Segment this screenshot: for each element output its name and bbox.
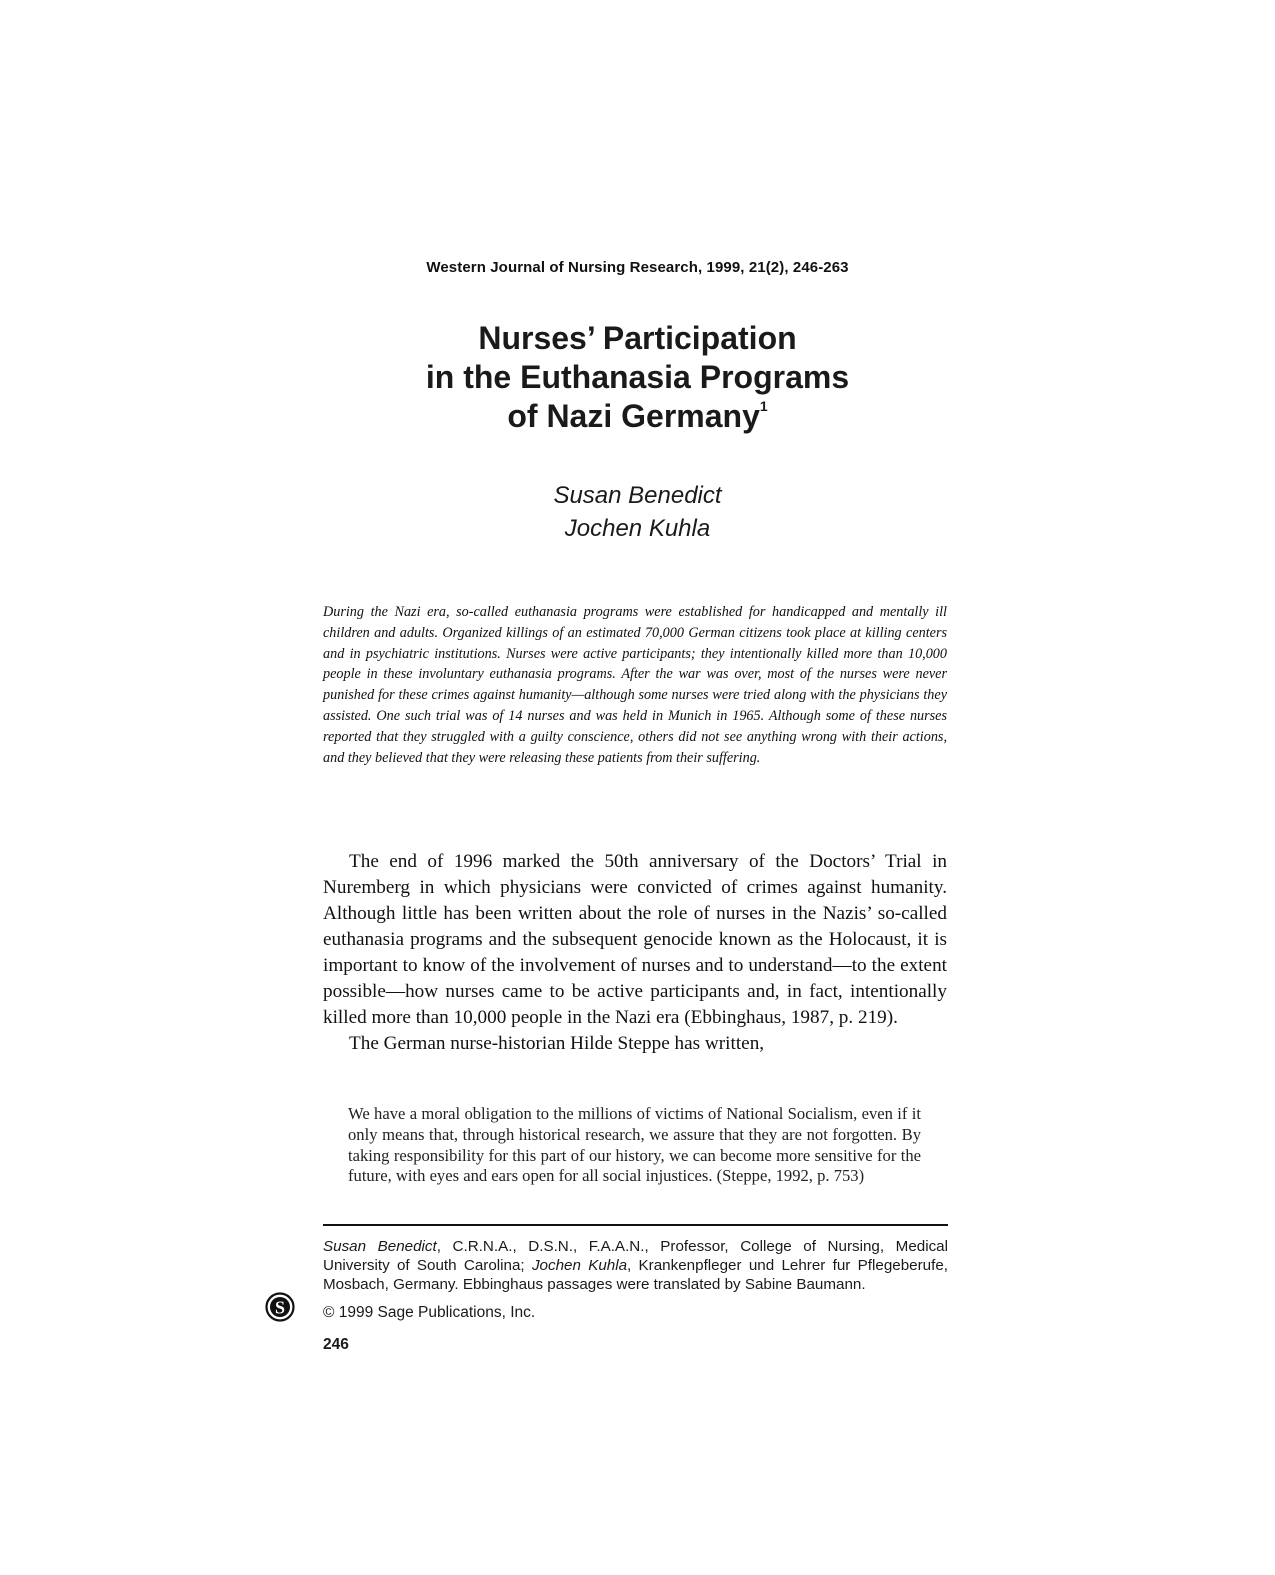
author-name: Jochen Kuhla — [564, 515, 711, 542]
footnote-author-credentials: , C.R.N.A., D.S.N., F.A.A.N., Professor, College of Nursing, Medical University of South Carolina; — [323, 1238, 948, 1274]
copyright-notice: © 1999 Sage Publications, Inc. — [323, 1304, 536, 1321]
sage-publisher-logo-icon — [265, 1292, 295, 1322]
author-affiliation-footnote — [323, 1237, 948, 1294]
body-text — [323, 849, 947, 1057]
title-footnote-mark: 1 — [759, 398, 768, 414]
block-quote: We have a moral obligation to the millions of victims of National Socialism, even if it only means that, through historical research, we assure that they are not forgotten. By taking responsibility for this part of our history, we can become more sensitive for the future, with eyes and ears open for all social injustices. (Steppe, 1992, p. 753) — [348, 1104, 921, 1186]
footnote-author-name: Jochen Kuhla — [531, 1257, 628, 1274]
title-line-1: Nurses’ Participation — [478, 320, 797, 356]
body-paragraph: The German nurse-historian Hilde Steppe has written, — [349, 1033, 765, 1054]
footnote-divider — [323, 1224, 948, 1226]
footnote-author-credentials: , Krankenpfleger und Lehrer fur Pflegeberufe, Mosbach, Germany. Ebbinghaus passages were translated by Sabine Baumann. — [323, 1257, 948, 1293]
journal-citation: Western Journal of Nursing Research, 1999, 21(2), 246-263 — [426, 259, 849, 276]
article-title — [0, 319, 1275, 436]
footnote-author-name: Susan Benedict — [323, 1238, 437, 1255]
page-number: 246 — [323, 1336, 349, 1353]
body-paragraph: The end of 1996 marked the 50th anniversary of the Doctors’ Trial in Nuremberg in which physicians were convicted of crimes against humanity. Although little has been written about the role of nurses in the Nazis’ so-called euthanasia programs and the subsequent genocide known as the Holocaust, it is important to know of the involvement of nurses and to understand—to the extent possible—how nurses came to be active participants and, in fact, intentionally killed more than 10,000 people in the Nazi era (Ebbinghaus, 1987, p. 219). — [323, 851, 947, 1028]
author-name: Susan Benedict — [553, 482, 722, 509]
title-line-3 — [0, 397, 1275, 436]
title-line-3-text: of Nazi Germany — [507, 398, 760, 434]
author-list — [0, 479, 1275, 545]
sage-logo-letter: S — [274, 1297, 286, 1318]
abstract: During the Nazi era, so-called euthanasia programs were established for handicapped and mentally ill children and adults. Organized killings of an estimated 70,000 German citizens took place at killing centers and in psychiatric institutions. Nurses were active participants; they intentionally killed more than 10,000 people in these involuntary euthanasia programs. After the war was over, most of the nurses were never punished for these crimes against humanity—although some nurses were tried along with the physicians they assisted. One such trial was of 14 nurses and was held in Munich in 1965. Although some of these nurses reported that they struggled with a guilty conscience, others did not see anything wrong with their actions, and they believed that they were releasing these patients from their suffering. — [323, 604, 947, 766]
title-line-2: in the Euthanasia Programs — [425, 359, 850, 395]
